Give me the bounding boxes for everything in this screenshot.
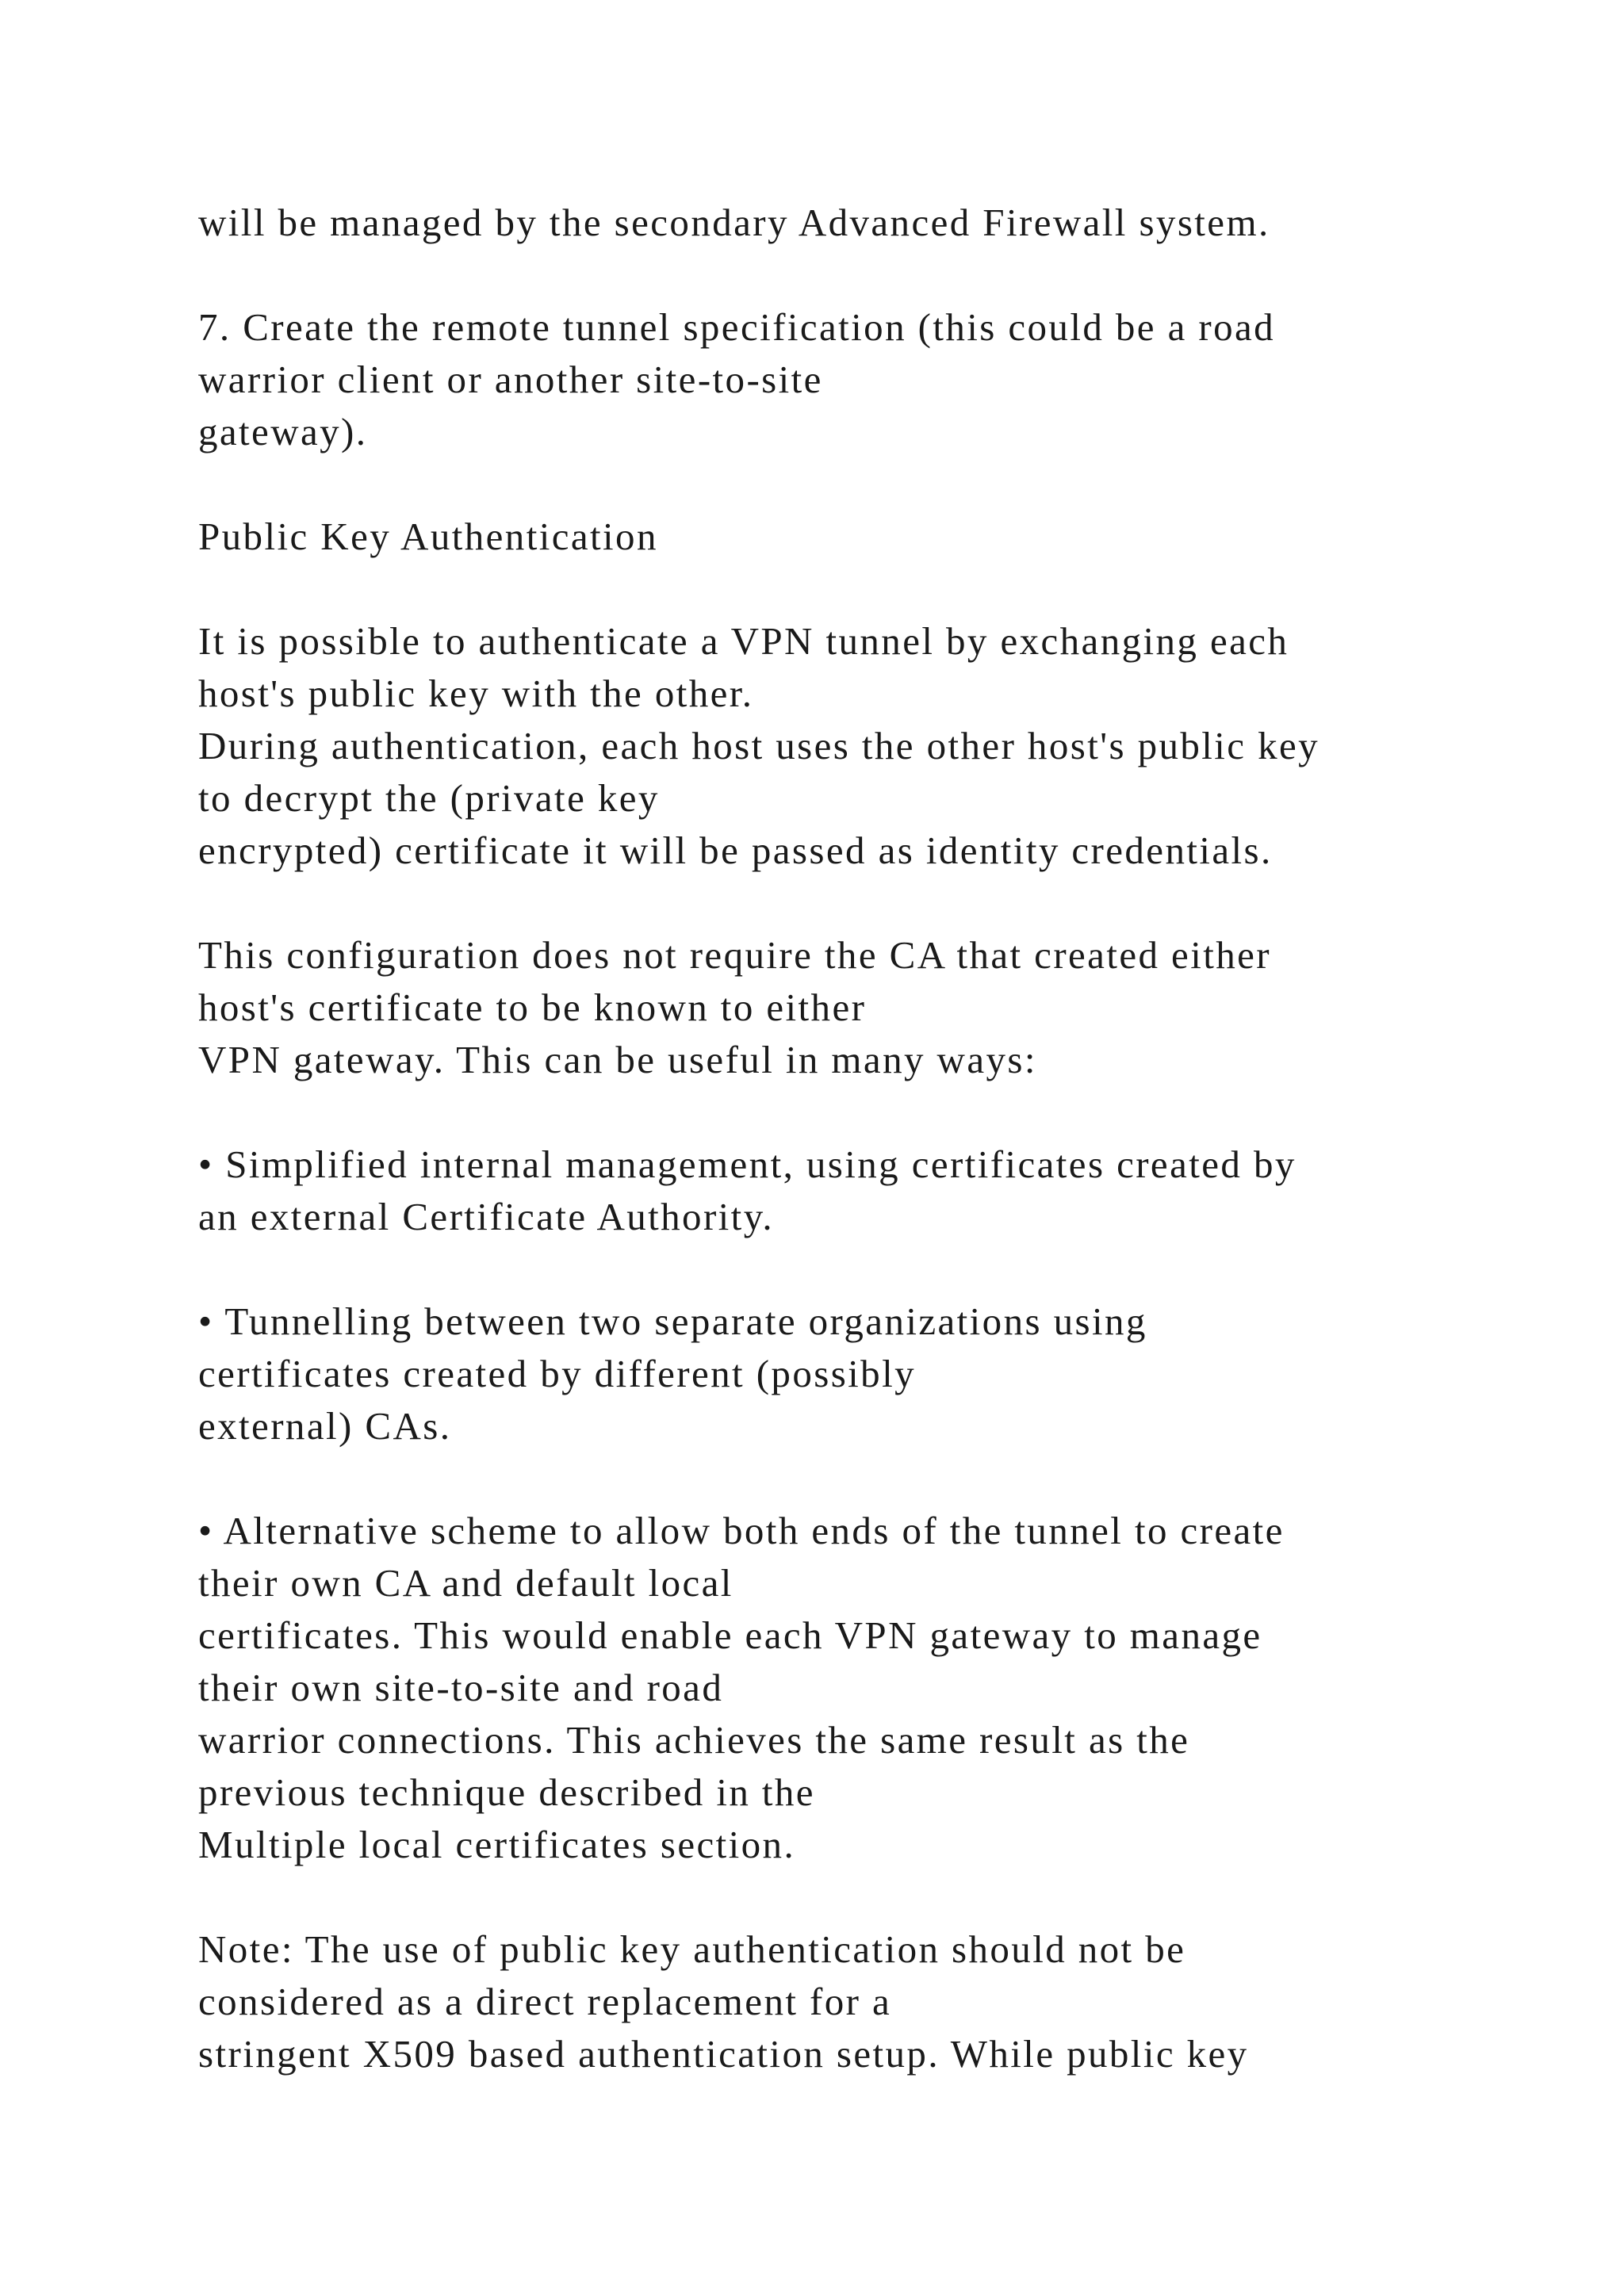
- paragraph-line: host's certificate to be known to either: [198, 985, 867, 1029]
- paragraph-spacer: [198, 249, 1546, 301]
- paragraph-spacer: [198, 1452, 1546, 1505]
- bullet-item-line: previous technique described in the: [198, 1770, 815, 1814]
- bullet-item-line: Multiple local certificates section.: [198, 1823, 796, 1866]
- bullet-item-line: external) CAs.: [198, 1404, 452, 1448]
- paragraph-spacer: [198, 877, 1546, 929]
- bullet-item-line: • Simplified internal management, using certificates created by: [198, 1142, 1297, 1186]
- bullet-item-line: their own CA and default local: [198, 1561, 733, 1605]
- paragraph-line: VPN gateway. This can be useful in many ways:: [198, 1038, 1037, 1081]
- paragraph-line: encrypted) certificate it will be passed as identity credentials.: [198, 828, 1273, 872]
- step-7-line: gateway).: [198, 410, 368, 453]
- paragraph-spacer: [198, 458, 1546, 511]
- bullet-item-line: warrior connections. This achieves the same result as the: [198, 1718, 1190, 1762]
- bullet-item-line: certificates created by different (possibly: [198, 1352, 917, 1395]
- paragraph-line: will be managed by the secondary Advanced Firewall system.: [198, 201, 1270, 244]
- paragraph-line: This configuration does not require the CA that created either: [198, 933, 1271, 977]
- document-text: [198, 197, 1546, 2080]
- paragraph-line: During authentication, each host uses the other host's public key: [198, 724, 1320, 767]
- note-line: Note: The use of public key authentication should not be: [198, 1927, 1186, 1971]
- paragraph-spacer: [198, 1871, 1546, 1923]
- note-line: considered as a direct replacement for a: [198, 1980, 892, 2023]
- bullet-item-line: their own site-to-site and road: [198, 1666, 724, 1709]
- section-heading: Public Key Authentication: [198, 515, 658, 558]
- note-line: stringent X509 based authentication setup. While public key: [198, 2032, 1249, 2076]
- bullet-item-line: • Alternative scheme to allow both ends of the tunnel to create: [198, 1509, 1285, 1552]
- paragraph-spacer: [198, 1086, 1546, 1138]
- paragraph-spacer: [198, 1243, 1546, 1295]
- bullet-item-line: certificates. This would enable each VPN gateway to manage: [198, 1613, 1262, 1657]
- bullet-item-line: • Tunnelling between two separate organizations using: [198, 1299, 1147, 1343]
- paragraph-line: It is possible to authenticate a VPN tunnel by exchanging each: [198, 619, 1289, 663]
- step-7-line: 7. Create the remote tunnel specification (this could be a road: [198, 305, 1276, 349]
- paragraph-line: host's public key with the other.: [198, 672, 754, 715]
- paragraph-line: to decrypt the (private key: [198, 776, 660, 820]
- bullet-item-line: an external Certificate Authority.: [198, 1195, 775, 1238]
- paragraph-spacer: [198, 563, 1546, 615]
- step-7-line: warrior client or another site-to-site: [198, 358, 823, 401]
